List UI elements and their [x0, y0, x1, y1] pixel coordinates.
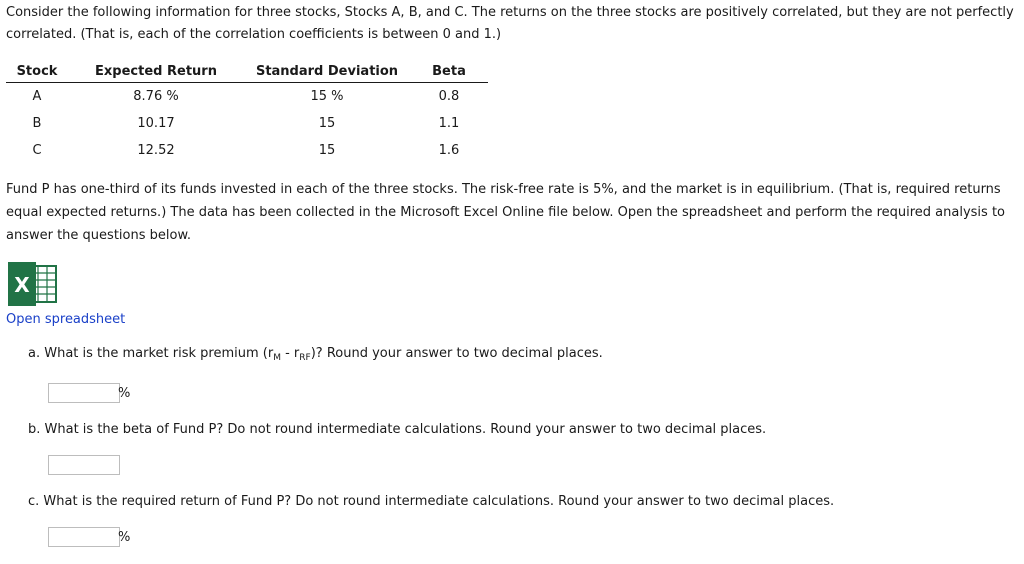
std-dev-cell: 15	[318, 116, 336, 131]
stock-cell: B	[32, 116, 42, 131]
stock-cell: A	[32, 89, 42, 104]
fund-description: Fund P has one-third of its funds invested in each of the three stocks. The risk-free rate is 5%, and the market is in equilibrium. (That is, required returns equal expected returns.) The data has been collected in the Microsoft Excel Online file below. Open the spreadsheet and perform the required analysis to answer the questions below.	[6, 182, 1006, 243]
header-beta: Beta	[410, 60, 488, 83]
table-row	[6, 110, 488, 137]
std-dev-cell: 15 %	[310, 89, 344, 104]
answer-a-unit: %	[118, 386, 131, 401]
answer-b-input[interactable]	[48, 455, 120, 475]
beta-cell: 1.6	[438, 143, 460, 158]
question-a-sub-m: M	[273, 353, 281, 363]
open-spreadsheet-link[interactable]: Open spreadsheet	[6, 312, 126, 327]
expected-return-cell: 12.52	[137, 143, 175, 158]
expected-return-cell: 8.76 %	[133, 89, 179, 104]
table-header-row	[6, 60, 488, 83]
table-row	[6, 137, 488, 164]
question-a-mid: - r	[280, 346, 300, 361]
stock-cell: C	[32, 143, 42, 158]
expected-return-cell: 10.17	[137, 116, 175, 131]
stocks-table	[6, 60, 488, 164]
table-row	[6, 83, 488, 111]
excel-icon-letter: X	[14, 273, 30, 297]
beta-cell: 1.1	[438, 116, 460, 131]
question-a	[28, 346, 603, 363]
answer-c-input[interactable]	[48, 527, 120, 547]
header-stock: Stock	[6, 60, 68, 83]
answer-c-unit: %	[118, 530, 131, 545]
header-expected-return: Expected Return	[68, 60, 244, 83]
intro-paragraph: Consider the following information for three stocks, Stocks A, B, and C. The returns on the three stocks are positively correlated, but they are not perfectly correlated. (That is, each of the correlation coefficients is between 0 and 1.)	[6, 5, 1014, 42]
beta-cell: 0.8	[438, 89, 460, 104]
excel-icon[interactable]	[6, 262, 58, 306]
question-a-suffix: )? Round your answer to two decimal places.	[310, 346, 603, 361]
question-a-sub-rf: RF	[299, 353, 311, 363]
header-standard-deviation: Standard Deviation	[244, 60, 410, 83]
std-dev-cell: 15	[318, 143, 336, 158]
question-c: c. What is the required return of Fund P? Do not round intermediate calculations. Round your answer to two decimal places.	[28, 494, 835, 509]
answer-a-input[interactable]	[48, 383, 120, 403]
question-a-prefix: a. What is the market risk premium (r	[28, 346, 274, 361]
question-b: b. What is the beta of Fund P? Do not round intermediate calculations. Round your answer to two decimal places.	[28, 422, 767, 437]
